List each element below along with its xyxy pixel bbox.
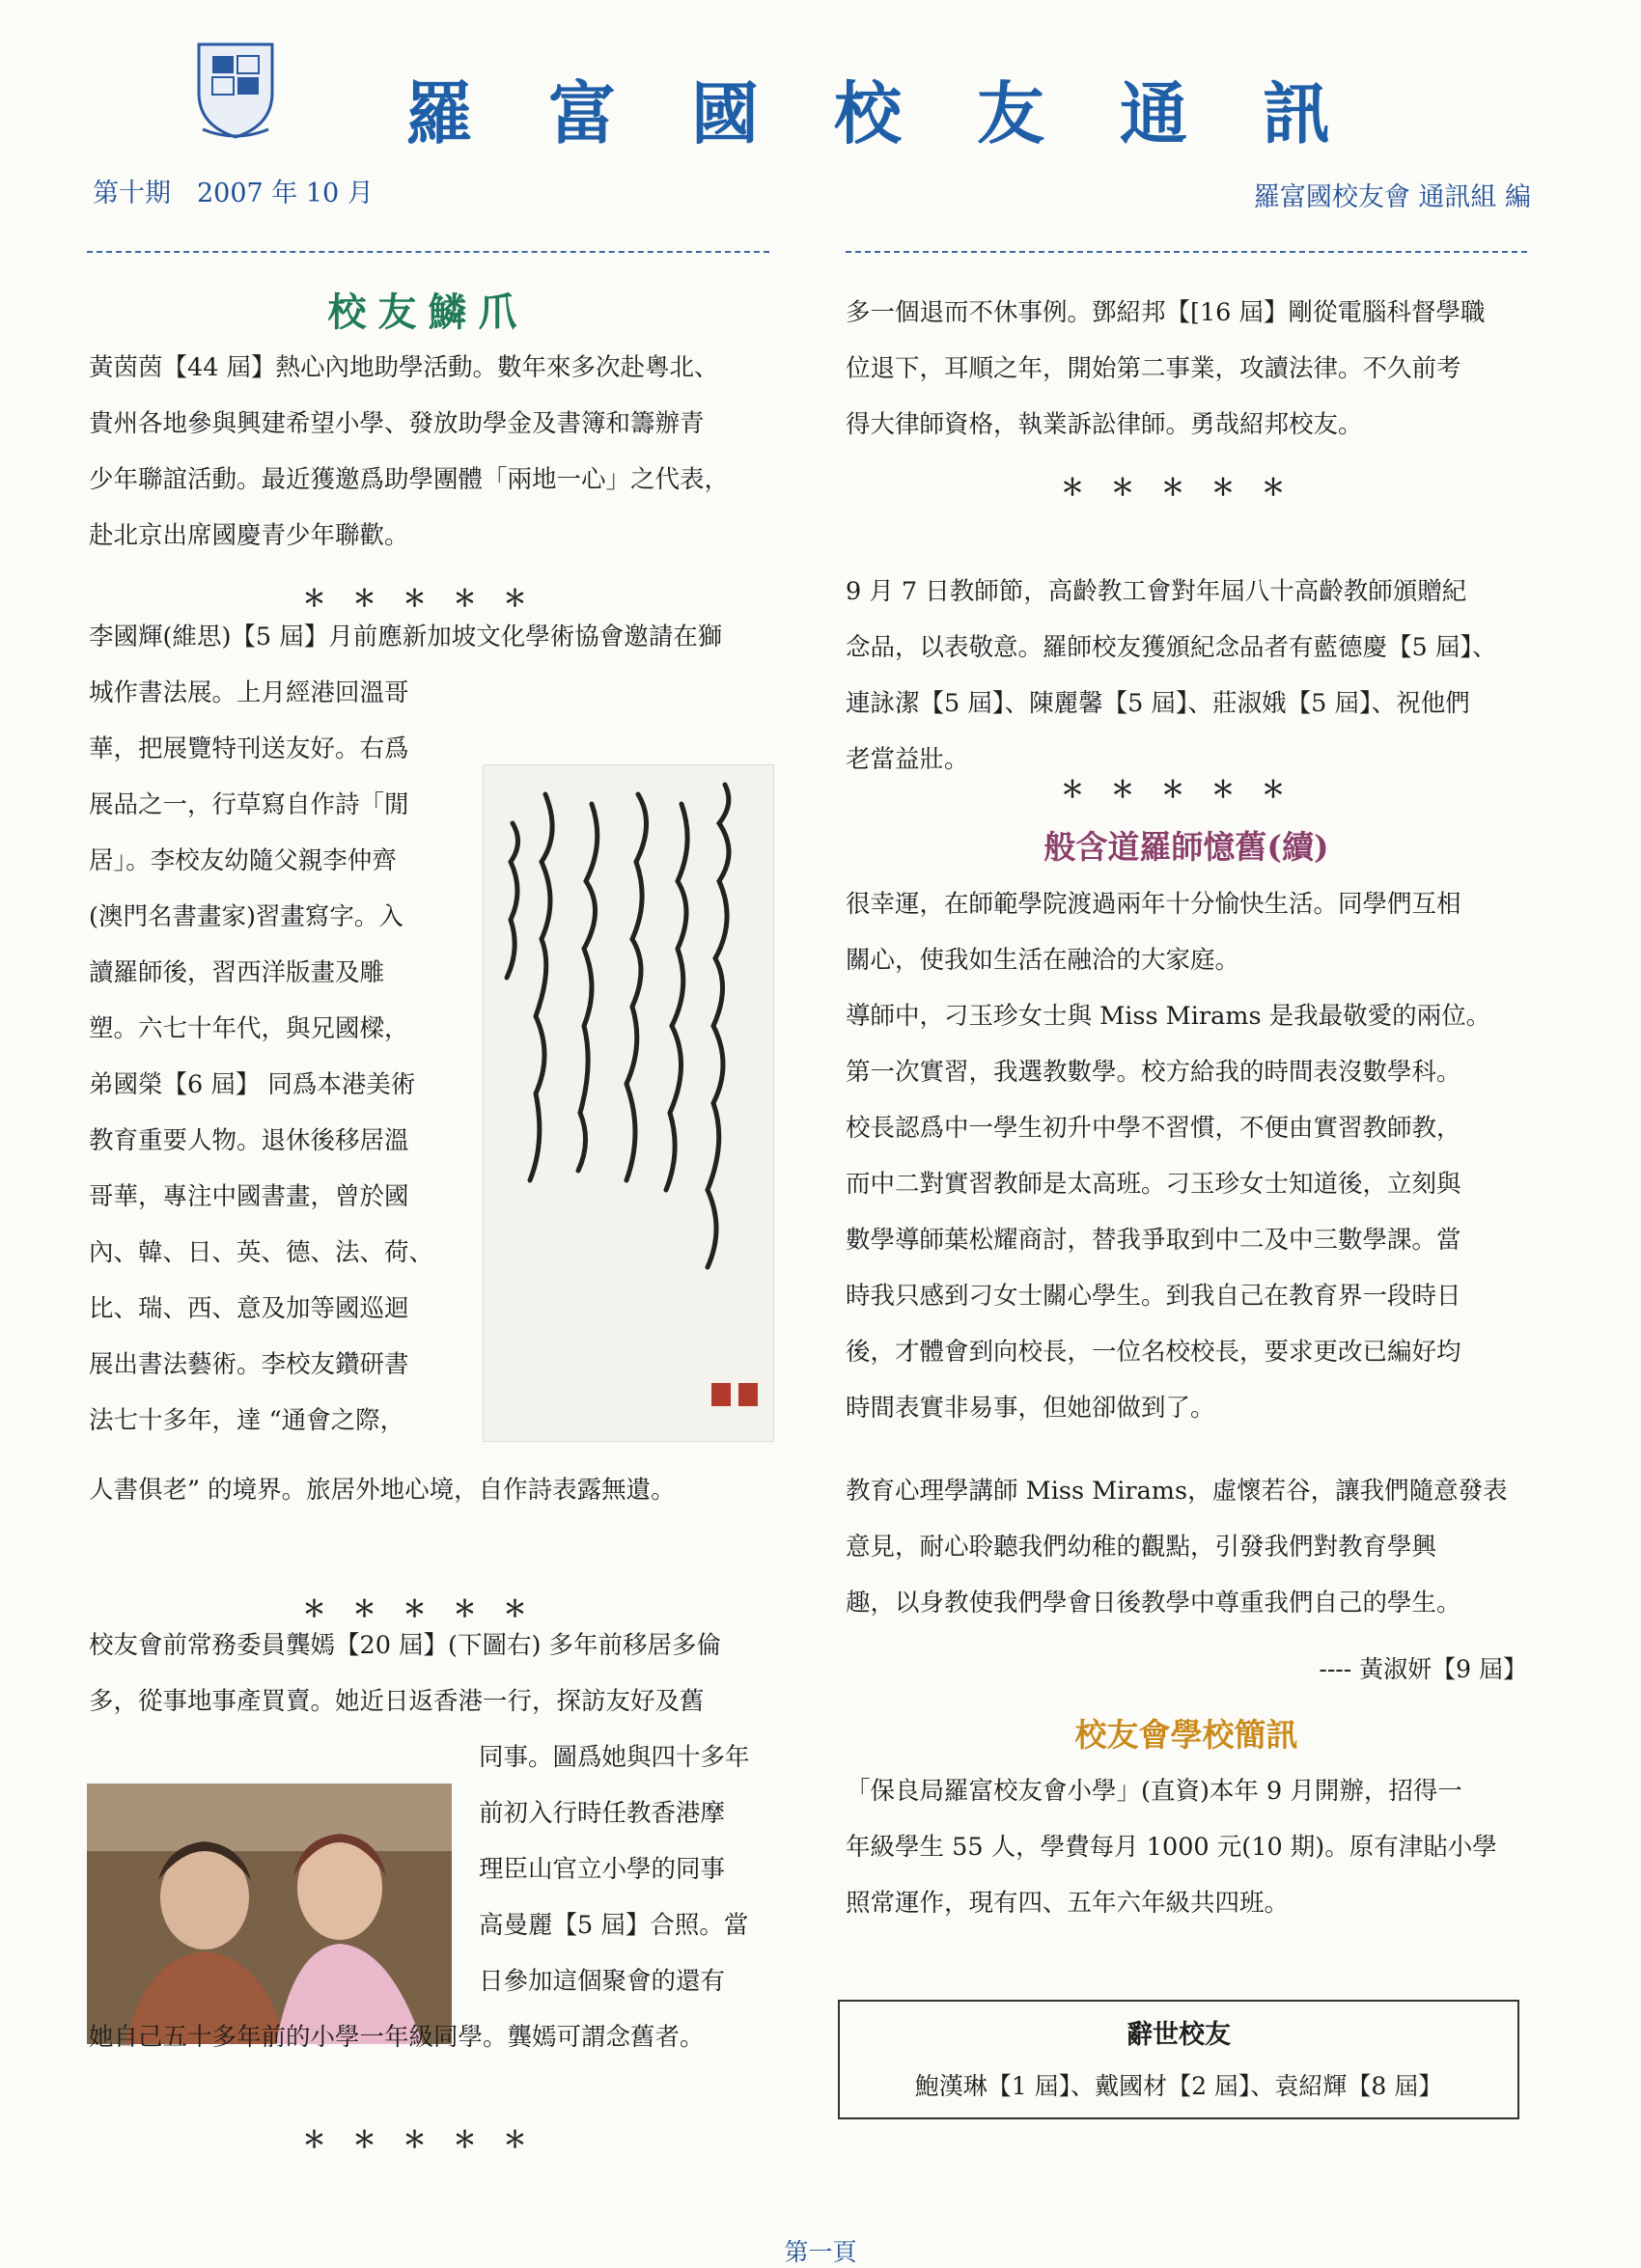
author-signature: ---- 黃淑妍【9 屆】 xyxy=(1319,1655,1527,1683)
article-paragraph xyxy=(846,564,1527,788)
text-line: 意見，耐心聆聽我們幼稚的觀點，引發我們對教育學興 xyxy=(846,1533,1437,1562)
section-title-school-news: 校友會學校簡訊 xyxy=(1074,1716,1298,1754)
text-line: 照常運作，現有四、五年六年級共四班。 xyxy=(846,1889,1290,1918)
text-line: 數學導師葉松耀商討，替我爭取到中二及中三數學課。當 xyxy=(846,1226,1461,1255)
text-line: 第一次實習，我選教數學。校方給我的時間表沒數學科。 xyxy=(846,1058,1461,1087)
text-line: 時我只感到刁女士關心學生。到我自己在教育界一段時日 xyxy=(846,1282,1461,1311)
text-line: 教育心理學講師 Miss Mirams，虛懷若谷，讓我們隨意發表 xyxy=(846,1477,1508,1506)
separator: ＊＊＊＊＊ xyxy=(1061,775,1312,803)
text-line: 時間表實非易事，但她卻做到了。 xyxy=(846,1394,1215,1423)
text-line: 人書俱老” 的境界。旅居外地心境，自作詩表露無遺。 xyxy=(89,1476,676,1505)
header-rule-left xyxy=(87,251,769,253)
text-line: 導師中，刁玉珍女士與 Miss Mirams 是我最敬愛的兩位。 xyxy=(846,1002,1491,1031)
text-line: 日參加這個聚會的還有 xyxy=(479,1967,726,1996)
text-line: 教育重要人物。退休後移居溫 xyxy=(89,1126,409,1155)
separator: ＊＊＊＊＊ xyxy=(1061,473,1312,501)
section-title-memoir: 般含道羅師憶舊(續) xyxy=(1043,828,1329,866)
text-line: 而中二對實習教師是太高班。刁玉珍女士知道後，立刻與 xyxy=(846,1170,1461,1199)
text-line: 少年聯誼活動。最近獲邀爲助學團體「兩地一心」之代表， xyxy=(89,465,730,494)
text-line: 關心，使我如生活在融洽的大家庭。 xyxy=(846,946,1240,975)
text-line: 法七十多年，達 “通會之際， xyxy=(89,1406,405,1435)
alumni-photo xyxy=(87,1784,452,2044)
page-number: 第一頁 xyxy=(784,2238,857,2266)
text-line: 很幸運，在師範學院渡過兩年十分愉快生活。同學們互相 xyxy=(846,890,1461,919)
editor-credit: 羅富國校友會 通訊組 編 xyxy=(1253,182,1531,212)
text-line: 多，從事地事產買賣。她近日返香港一行，探訪友好及舊 xyxy=(89,1687,705,1716)
obituary-box xyxy=(838,2000,1519,2119)
text-line: 她自己五十多年前的小學一年級同學。龔嫣可謂念舊者。 xyxy=(89,2023,705,2052)
article-paragraph xyxy=(846,1463,1527,1631)
article-paragraph xyxy=(89,609,770,721)
article-paragraph-wrap xyxy=(89,721,458,1449)
text-line: 校長認爲中一學生初升中學不習慣，不便由實習教師教， xyxy=(846,1114,1461,1143)
text-line: 年級學生 55 人，學費每月 1000 元(10 期)。原有津貼小學 xyxy=(846,1833,1497,1862)
article-paragraph xyxy=(846,285,1527,453)
issue-info: 第十期 2007 年 10 月 xyxy=(93,179,374,208)
text-line: 居」。李校友幼隨父親李仲齊 xyxy=(89,846,397,875)
article-paragraph xyxy=(89,1462,770,1518)
separator: ＊＊＊＊＊ xyxy=(302,2125,554,2153)
text-line: 貴州各地參與興建希望小學、發放助學金及書簿和籌辦青 xyxy=(89,409,705,438)
text-line: 比、瑞、西、意及加等國巡迴 xyxy=(89,1294,409,1323)
text-line: 後，才體會到向校長，一位名校校長，要求更改已編好均 xyxy=(846,1338,1461,1367)
article-paragraph xyxy=(89,1618,770,1729)
newsletter-title: 羅富國校友通訊 xyxy=(405,74,1405,153)
text-line: 念品，以表敬意。羅師校友獲頒紀念品者有藍德慶【5 屆】、 xyxy=(846,633,1497,662)
article-paragraph xyxy=(89,340,770,564)
school-crest-logo xyxy=(189,37,282,143)
text-line: 校友會前常務委員龔嫣【20 屆】(下圖右) 多年前移居多倫 xyxy=(89,1631,722,1660)
text-line: 華，把展覽特刊送友好。右爲 xyxy=(89,734,409,763)
calligraphy-artwork xyxy=(483,764,774,1442)
text-line: 高曼麗【5 屆】合照。當 xyxy=(479,1911,749,1940)
text-line: 讀羅師後，習西洋版畫及雕 xyxy=(89,958,385,987)
text-line: 塑。六七十年代，與兄國樑， xyxy=(89,1014,409,1043)
text-line: 哥華，專注中國書畫，曾於國 xyxy=(89,1182,409,1211)
article-paragraph-wrap xyxy=(479,1729,770,2009)
obituary-names: 鮑漢琳【1 屆】、戴國材【2 屆】、袁紹輝【8 屆】 xyxy=(914,2072,1443,2100)
obituary-title: 辭世校友 xyxy=(1126,2020,1231,2050)
text-line: 老當益壯。 xyxy=(846,745,969,774)
text-line: 前初入行時任教香港摩 xyxy=(479,1799,726,1828)
text-line: 位退下，耳順之年，開始第二事業，攻讀法律。不久前考 xyxy=(846,354,1461,383)
separator: ＊＊＊＊＊ xyxy=(302,584,554,612)
text-line: 城作書法展。上月經港回溫哥 xyxy=(89,678,409,707)
text-line: 展品之一，行草寫自作詩「閒 xyxy=(89,790,409,819)
text-line: 黃茵茵【44 屆】熱心內地助學活動。數年來多次赴粵北、 xyxy=(89,353,719,382)
text-line: 得大律師資格，執業訴訟律師。勇哉紹邦校友。 xyxy=(846,410,1363,439)
article-paragraph xyxy=(846,1763,1527,1931)
header-rule-right xyxy=(846,251,1527,253)
text-line: 多一個退而不休事例。鄧紹邦【[16 屆】剛從電腦科督學職 xyxy=(846,298,1486,327)
separator: ＊＊＊＊＊ xyxy=(302,1594,554,1622)
text-line: 理臣山官立小學的同事 xyxy=(479,1855,726,1884)
text-line: 同事。圖爲她與四十多年 xyxy=(479,1743,750,1772)
text-line: 展出書法藝術。李校友鑽研書 xyxy=(89,1350,409,1379)
text-line: 弟國榮【6 屆】 同爲本港美術 xyxy=(89,1070,416,1099)
text-line: (澳門名書畫家)習畫寫字。入 xyxy=(89,902,403,931)
text-line: 赴北京出席國慶青少年聯歡。 xyxy=(89,521,409,550)
article-paragraph xyxy=(846,876,1527,1436)
text-line: 趣，以身教使我們學會日後教學中尊重我們自己的學生。 xyxy=(846,1589,1461,1618)
text-line: 內、韓、日、英、德、法、荷、 xyxy=(89,1238,434,1267)
article-paragraph xyxy=(89,2009,770,2065)
text-line: 連詠潔【5 屆】、陳麗馨【5 屆】、莊淑娥【5 屆】、祝他們 xyxy=(846,689,1470,718)
text-line: 李國輝(維思)【5 屆】月前應新加坡文化學術協會邀請在獅 xyxy=(89,622,723,651)
text-line: 9 月 7 日教師節，高齡教工會對年屆八十高齡教師頒贈紀 xyxy=(846,577,1467,606)
section-title-alumni-news: 校友鱗爪 xyxy=(327,290,529,335)
text-line: 「保良局羅富校友會小學」(直資)本年 9 月開辦，招得一 xyxy=(846,1777,1462,1806)
